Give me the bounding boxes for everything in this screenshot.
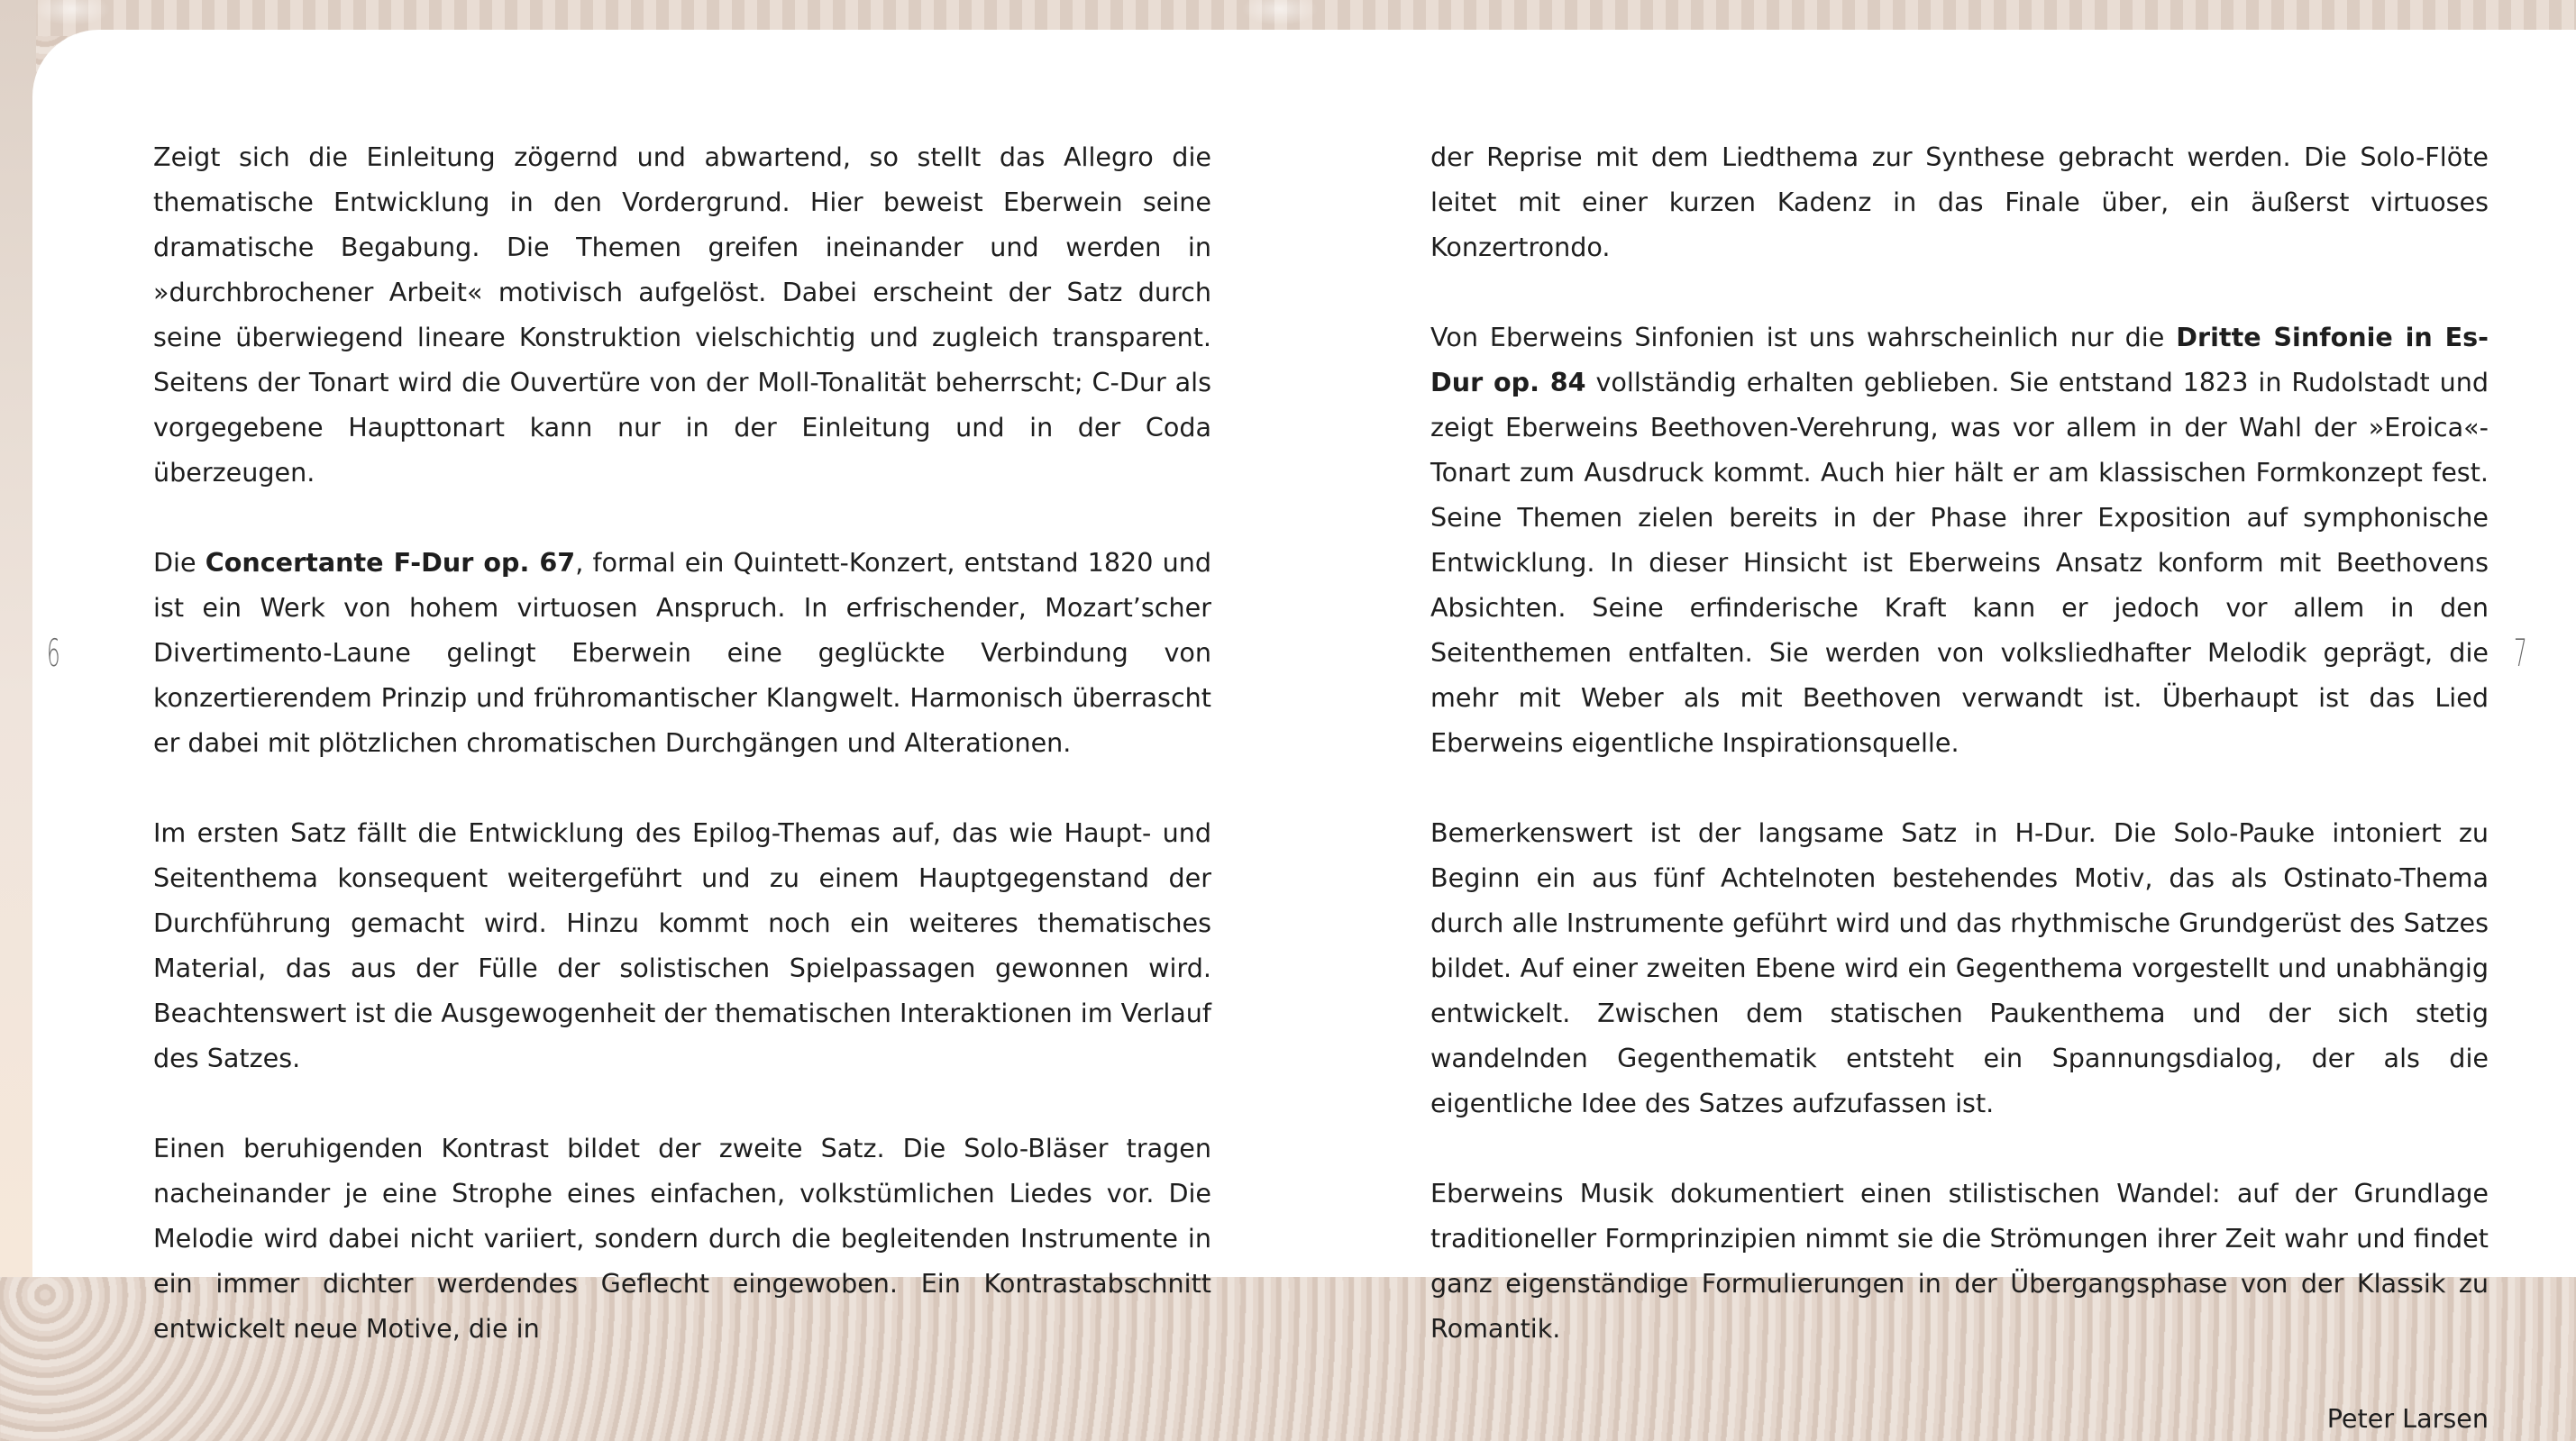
text-segment: der Reprise mit dem Liedthema zur Synthese gebracht werden. Die Solo-Flöte leitet mit einer kurzen Kadenz in das Finale über, ein äußerst virtuoses Konzertrondo.: [1430, 141, 2489, 262]
text-segment: , formal ein Quintett-Konzert, entstand 1820 und ist ein Werk von hohem virtuosen Anspruch. In erfrischender, Mozart’scher Divertimento-Laune gelingt Eberwein eine geglückte Verbindung von konzertierendem Prinzip und frühromantischer Klangwelt. Harmonisch überrascht er dabei mit plötzlichen chromatischen Durchgängen und Alterationen.: [153, 547, 1211, 758]
page-number-right: 7: [2514, 631, 2527, 675]
left-paragraph-1: [153, 134, 1211, 495]
text-segment: Die: [153, 547, 206, 578]
right-paragraph-2: [1430, 315, 2489, 765]
author-name: Peter Larsen: [2326, 1403, 2489, 1434]
text-segment: Einen beruhigenden Kontrast bildet der zweite Satz. Die Solo-Bläser tragen nacheinander je eine Strophe eines einfachen, volkstümlichen Liedes vor. Die Melodie wird dabei nicht variiert, sondern durch die begleitenden Instrumente in ein immer dichter werdendes Geflecht eingewoben. Ein Kontrastabschnitt entwickelt neue Motive, die in: [153, 1133, 1211, 1344]
left-page-text-column: [153, 134, 1211, 1351]
work-title-symphony: Dritte Sinfonie in Es-Dur op. 84: [1430, 322, 2489, 397]
text-segment: Zeigt sich die Einleitung zögernd und abwartend, so stellt das Allegro die thematische Entwicklung in den Vordergrund. Hier beweist Eberwein seine dramatische Begabung. Die Themen greifen ineinander und werden in »durchbrochener Arbeit« motivisch aufgelöst. Dabei erscheint der Satz durch seine überwiegend lineare Konstruktion vielschichtig und zugleich transparent. Seitens der Tonart wird die Ouvertüre von der Moll-Tonalität beherrscht; C-Dur als vorgegebene Haupttonart kann nur in der Einleitung und in der Coda überzeugen.: [153, 141, 1211, 488]
page-number-left: 6: [47, 631, 60, 675]
left-paragraph-4: [153, 1126, 1211, 1351]
right-paragraph-1: [1430, 134, 2489, 269]
text-segment: Im ersten Satz fällt die Entwicklung des Epilog-Themas auf, das wie Haupt- und Seitenthema konsequent weitergeführt und zu einem Hauptgegenstand der Durchführung gemacht wird. Hinzu kommt noch ein weiteres thematisches Material, das aus der Fülle der solistischen Spielpassagen gewonnen wird. Beachtenswert ist die Ausgewogenheit der thematischen Interaktionen im Verlauf des Satzes.: [153, 817, 1211, 1073]
text-segment: Eberweins Musik dokumentiert einen stilistischen Wandel: auf der Grundlage traditioneller Formprinzipien nimmt sie die Strömungen ihrer Zeit wahr und findet ganz eigenständige Formulierungen in der Übergangsphase von der Klassik zu Romantik.: [1430, 1178, 2489, 1344]
left-paragraph-2: [153, 540, 1211, 765]
work-title-concertante: Concertante F-Dur op. 67: [205, 547, 576, 578]
text-segment: vollständig erhalten geblieben. Sie entstand 1823 in Rudolstadt und zeigt Eberweins Beethoven-Verehrung, was vor allem in der Wahl der »Eroica«-Tonart zum Ausdruck kommt. Auch hier hält er am klassischen Formkonzept fest. Seine Themen zielen bereits in der Phase ihrer Exposition auf symphonische Entwicklung. In dieser Hinsicht ist Eberweins Ansatz konform mit Beethovens Absichten. Seine erfinderische Kraft kann er jedoch vor allem in den Seitenthemen entfalten. Sie werden von volksliedhafter Melodik geprägt, die mehr mit Weber als mit Beethoven verwandt ist. Überhaupt ist das Lied Eberweins eigentliche Inspirationsquelle.: [1430, 367, 2489, 758]
right-page-text-column: [1430, 134, 2489, 1441]
author-signature: [1430, 1396, 2489, 1441]
text-segment: Von Eberweins Sinfonien ist uns wahrscheinlich nur die: [1430, 322, 2177, 352]
decorative-background-pattern-left: [0, 0, 36, 1277]
text-segment: Bemerkenswert ist der langsame Satz in H-Dur. Die Solo-Pauke intoniert zu Beginn ein aus fünf Achtelnoten bestehendes Motiv, das als Ostinato-Thema durch alle Instrumente geführt wird und das rhythmische Grundgerüst des Satzes bildet. Auf einer zweiten Ebene wird ein Gegenthema vorgestellt und unabhängig entwickelt. Zwischen dem statischen Paukenthema und der sich stetig wandelnden Gegenthematik entsteht ein Spannungsdialog, der als die eigentliche Idee des Satzes aufzufassen ist.: [1430, 817, 2489, 1118]
right-paragraph-3: [1430, 810, 2489, 1126]
left-paragraph-3: [153, 810, 1211, 1081]
booklet-spread: [32, 30, 2576, 1434]
right-paragraph-4: [1430, 1171, 2489, 1351]
